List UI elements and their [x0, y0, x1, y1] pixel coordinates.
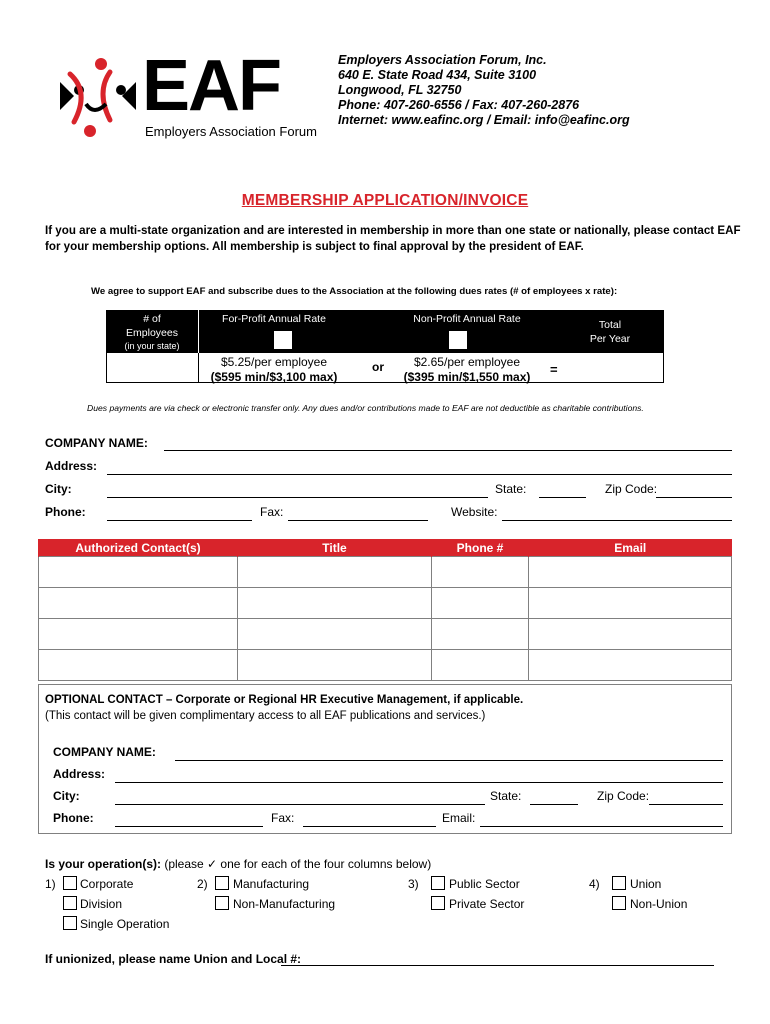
operations-question-rest: (please ✓ one for each of the four columns below) [161, 857, 432, 871]
fax-field[interactable] [288, 520, 428, 521]
table-row [39, 650, 732, 681]
non-manufacturing-label: Non-Manufacturing [233, 897, 336, 911]
nonprofit-minmax: ($395 min/$1,550 max) [403, 370, 531, 384]
public-sector-label: Public Sector [449, 877, 520, 891]
company-name-field[interactable] [164, 450, 732, 451]
contact-phone-cell[interactable] [432, 557, 529, 588]
col1-number: 1) [45, 877, 56, 891]
city-field[interactable] [107, 497, 488, 498]
contacts-header-title: Title [238, 539, 432, 557]
contact-phone-cell[interactable] [432, 619, 529, 650]
contacts-table [38, 539, 732, 681]
zip-field[interactable] [656, 497, 732, 498]
nonprofit-rate: $2.65/per employee [413, 355, 521, 369]
phone-field[interactable] [107, 520, 252, 521]
contact-title-cell[interactable] [238, 619, 432, 650]
dues-col-forprofit: For-Profit Annual Rate [222, 313, 326, 325]
contact-name-cell[interactable] [39, 557, 238, 588]
dues-col-nonprofit: Non-Profit Annual Rate [413, 313, 521, 325]
optional-fax-label: Fax: [271, 811, 295, 825]
dues-col-total-1: Total [598, 319, 622, 331]
public-sector-checkbox[interactable] [431, 876, 445, 890]
corporate-label: Corporate [80, 877, 134, 891]
contact-email-cell[interactable] [529, 588, 732, 619]
union-local-field[interactable] [281, 965, 714, 966]
contact-phone-cell[interactable] [432, 650, 529, 681]
col3-number: 3) [408, 877, 419, 891]
equals-sign: = [550, 362, 558, 377]
table-row [39, 588, 732, 619]
contact-name-cell[interactable] [39, 588, 238, 619]
division-checkbox[interactable] [63, 896, 77, 910]
non-manufacturing-checkbox[interactable] [215, 896, 229, 910]
intro-text: If you are a multi-state organization and are interested in membership in more than one state or nationally, please contact EAF [45, 224, 741, 237]
non-union-checkbox[interactable] [612, 896, 626, 910]
address-line: Longwood, FL 32750 [338, 83, 462, 97]
single-operation-checkbox[interactable] [63, 916, 77, 930]
union-checkbox[interactable] [612, 876, 626, 890]
contact-email-cell[interactable] [529, 650, 732, 681]
contact-title-cell[interactable] [238, 557, 432, 588]
union-local-label: If unionized, please name Union and Local #: [45, 952, 302, 966]
private-sector-checkbox[interactable] [431, 896, 445, 910]
optional-subtext: (This contact will be given complimentary access to all EAF publications and services.) [45, 710, 486, 722]
dues-col-employees-1: # of [143, 313, 161, 325]
optional-fax-field[interactable] [303, 826, 436, 827]
contacts-header-email: Email [529, 539, 732, 557]
address-label: Address: [45, 459, 98, 473]
address-line: 640 E. State Road 434, Suite 3100 [338, 68, 537, 82]
table-row [39, 619, 732, 650]
forprofit-minmax: ($595 min/$3,100 max) [210, 370, 338, 384]
address-line: Phone: 407-260-6556 / Fax: 407-260-2876 [338, 98, 580, 112]
private-sector-label: Private Sector [449, 897, 525, 911]
contact-email-cell[interactable] [529, 619, 732, 650]
city-label: City: [45, 482, 72, 496]
dues-col-employees-2: Employees [126, 327, 178, 339]
optional-state-field[interactable] [530, 804, 578, 805]
optional-email-label: Email: [442, 811, 476, 825]
optional-address-label: Address: [53, 767, 106, 781]
manufacturing-checkbox[interactable] [215, 876, 229, 890]
contacts-header-phone: Phone # [432, 539, 529, 557]
optional-email-field[interactable] [480, 826, 723, 827]
state-label: State: [495, 482, 527, 496]
optional-company-name-label: COMPANY NAME: [53, 745, 156, 759]
zip-label: Zip Code: [605, 482, 658, 496]
optional-heading: OPTIONAL CONTACT – Corporate or Regional HR Executive Management, if applicable. [45, 694, 524, 706]
contact-name-cell[interactable] [39, 650, 238, 681]
address-block [338, 53, 630, 128]
contact-name-cell[interactable] [39, 619, 238, 650]
contact-title-cell[interactable] [238, 650, 432, 681]
agree-text: We agree to support EAF and subscribe dues to the Association at the following dues rates (# of employees x rate): [91, 286, 618, 297]
logo-subtitle: Employers Association Forum [145, 124, 317, 139]
manufacturing-label: Manufacturing [233, 877, 310, 891]
optional-state-label: State: [490, 789, 522, 803]
non-union-label: Non-Union [630, 897, 688, 911]
page-title: MEMBERSHIP APPLICATION/INVOICE [241, 192, 529, 209]
website-label: Website: [451, 505, 498, 519]
forprofit-rate: $5.25/per employee [220, 355, 328, 369]
optional-zip-field[interactable] [649, 804, 723, 805]
single-operation-label: Single Operation [80, 917, 170, 931]
nonprofit-entry-box[interactable] [449, 331, 467, 349]
address-field[interactable] [107, 474, 732, 475]
optional-city-label: City: [53, 789, 80, 803]
fax-label: Fax: [260, 505, 284, 519]
union-label: Union [630, 877, 662, 891]
optional-address-field[interactable] [115, 782, 723, 783]
company-name-label: COMPANY NAME: [45, 436, 148, 450]
optional-phone-label: Phone: [53, 811, 94, 825]
optional-company-name-field[interactable] [175, 760, 723, 761]
operations-question [45, 857, 431, 871]
eaf-logo [50, 46, 320, 147]
optional-city-field[interactable] [115, 804, 485, 805]
phone-label: Phone: [45, 505, 86, 519]
contact-title-cell[interactable] [238, 588, 432, 619]
operations-question-bold: Is your operation(s): [45, 857, 162, 871]
dues-col-total-2: Per Year [589, 333, 631, 345]
logo-text: EAF [142, 46, 280, 126]
intro-text: for your membership options. All membership is subject to final approval by the president of EAF. [45, 240, 584, 253]
dues-note: Dues payments are via check or electronic transfer only. Any dues and/or contributions made to EAF are not deductible as charitable contributions. [87, 403, 644, 413]
address-line: Employers Association Forum, Inc. [338, 53, 547, 67]
contacts-header-name: Authorized Contact(s) [39, 539, 238, 557]
or-label: or [372, 360, 384, 374]
table-row [39, 557, 732, 588]
optional-zip-label: Zip Code: [597, 789, 650, 803]
contact-email-cell[interactable] [529, 557, 732, 588]
website-field[interactable] [502, 520, 732, 521]
corporate-checkbox[interactable] [63, 876, 77, 890]
address-line: Internet: www.eafinc.org / Email: info@eafinc.org [338, 113, 630, 127]
optional-contact-box [38, 684, 732, 834]
col4-number: 4) [589, 877, 600, 891]
col2-number: 2) [197, 877, 208, 891]
dues-col-employees-3: (in your state) [124, 341, 180, 351]
forprofit-entry-box[interactable] [274, 331, 292, 349]
division-label: Division [80, 897, 123, 911]
state-field[interactable] [539, 497, 586, 498]
optional-phone-field[interactable] [115, 826, 263, 827]
contact-phone-cell[interactable] [432, 588, 529, 619]
